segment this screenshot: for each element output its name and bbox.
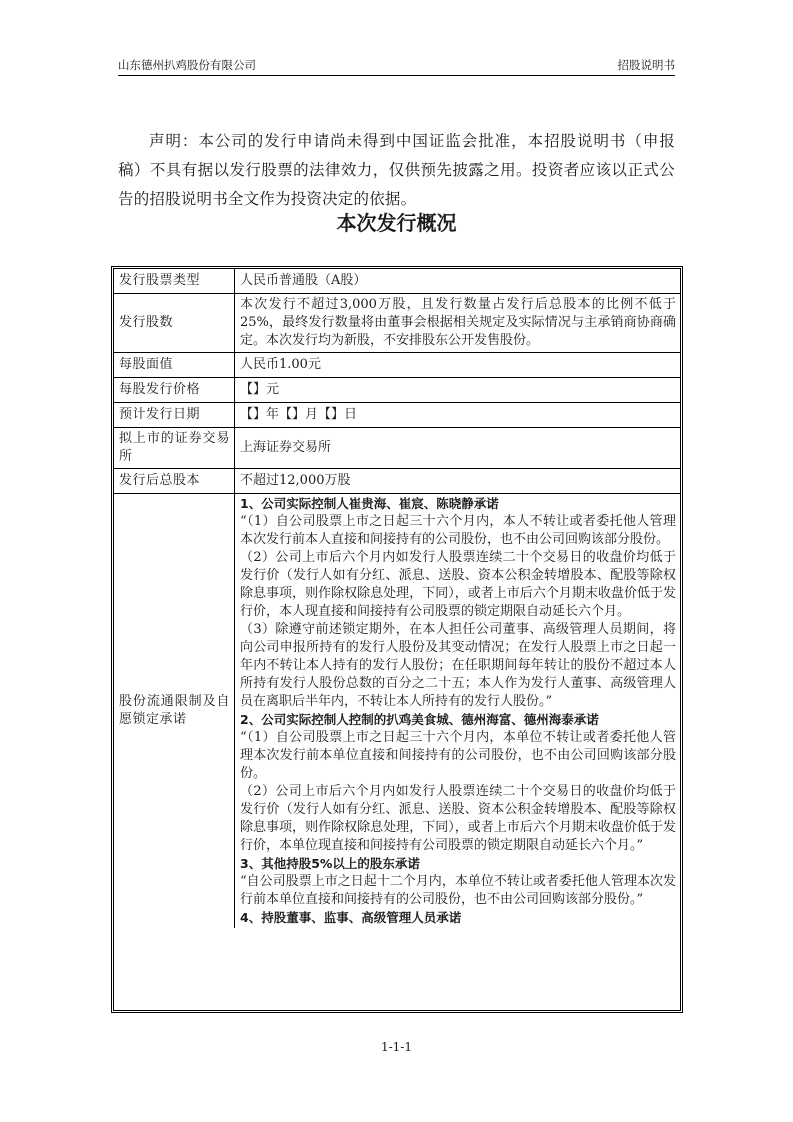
table-row: [114, 378, 680, 403]
commitment-paragraph: （2）公司上市后六个月内如发行人股票连续二十个交易日的收盘价均低于发行价（发行人如有分红、派息、送股、资本公积金转增股本、配股等除权除息事项，则作除权除息处理，下同），或者上市后六个月期末收盘价低于发行价，本单位现直接和间接持有公司股票的锁定期限自动延长六个月。”: [240, 784, 676, 853]
table-row: [114, 403, 680, 428]
disclaimer-statement: 声明：本公司的发行申请尚未得到中国证监会批准，本招股说明书（申报稿）不具有据以发行股票的法律效力，仅供预先披露之用。投资者应该以正式公告的招股说明书全文作为投资决定的依据。: [118, 132, 675, 208]
row-value: 不超过12,000万股: [235, 469, 681, 494]
row-label: 发行后总股本: [114, 469, 235, 494]
commitment-heading: 1、公司实际控制人崔贵海、崔宸、陈晓静承诺: [240, 496, 499, 511]
commitment-paragraph: “（1）自公司股票上市之日起三十六个月内，本人不转让或者委托他人管理本次发行前本人直接和间接持有的公司股份，也不由公司回购该部分股份。: [240, 514, 676, 547]
row-label: 发行股数: [114, 294, 235, 353]
row-label: 每股面值: [114, 353, 235, 378]
row-value: 人民币1.00元: [235, 353, 681, 378]
row-label: 拟上市的证券交易所: [114, 428, 235, 469]
page-number: 1-1-1: [380, 1040, 412, 1054]
offering-summary-table: [111, 266, 683, 1013]
page-title: 本次发行概况: [336, 211, 457, 235]
commitment-heading: 2、公司实际控制人控制的扒鸡美食城、德州海富、德州海泰承诺: [240, 712, 599, 727]
row-value: 上海证券交易所: [235, 428, 681, 469]
commitment-paragraph: （3）除遵守前述锁定期外，在本人担任公司董事、高级管理人员期间，将向公司申报所持有的发行人股份及其变动情况；在发行人股票上市之日起一年内不转让本人持有的发行人股份；在任职期间每年转让的股份不超过本人所持有发行人股份总数的百分之二十五；本人作为发行人董事、高级管理人员在离职后半年内，不转让本人所持有的发行人股份。”: [240, 622, 676, 709]
table-row: [114, 353, 680, 378]
commitment-heading: 4、持股董事、监事、高级管理人员承诺: [240, 910, 462, 925]
row-label: 股份流通限制及自愿锁定承诺: [114, 494, 235, 929]
row-value: 本次发行不超过3,000万股，且发行数量占发行后总股本的比例不低于25%，最终发行数量将由董事会根据相关规定及实际情况与主承销商协商确定。本次发行均为新股，不安排股东公开发售股份。: [235, 294, 681, 353]
table-row: [114, 469, 680, 494]
table-row: [114, 428, 680, 469]
row-label: 每股发行价格: [114, 378, 235, 403]
company-name: 山东德州扒鸡股份有限公司: [118, 58, 256, 72]
row-value: 【】年【】月【】日: [235, 403, 681, 428]
row-value: 【】元: [235, 378, 681, 403]
table-row: [114, 294, 680, 353]
row-value: 人民币普通股（A股）: [235, 269, 681, 294]
table-row-lockup: [114, 494, 680, 929]
lockup-commitments: [235, 494, 681, 929]
page-header: [118, 56, 675, 76]
document-type: 招股说明书: [617, 58, 675, 72]
commitment-paragraph: （2）公司上市后六个月内如发行人股票连续二十个交易日的收盘价均低于发行价（发行人如有分红、派息、送股、资本公积金转增股本、配股等除权除息事项，则作除权除息处理，下同），或者上市后六个月期末收盘价低于发行价，本人现直接和间接持有公司股票的锁定期限自动延长六个月。: [240, 550, 676, 619]
row-label: 预计发行日期: [114, 403, 235, 428]
row-label: 发行股票类型: [114, 269, 235, 294]
table-row: [114, 269, 680, 294]
commitment-paragraph: “自公司股票上市之日起十二个月内，本单位不转让或者委托他人管理本次发行前本单位直接和间接持有的公司股份，也不由公司回购该部分股份。”: [240, 874, 676, 907]
commitment-paragraph: “（1）自公司股票上市之日起三十六个月内，本单位不转让或者委托他人管理本次发行前本单位直接和间接持有的公司股份，也不由公司回购该部分股份。: [240, 730, 676, 781]
commitment-heading: 3、其他持股5%以上的股东承诺: [240, 856, 420, 871]
